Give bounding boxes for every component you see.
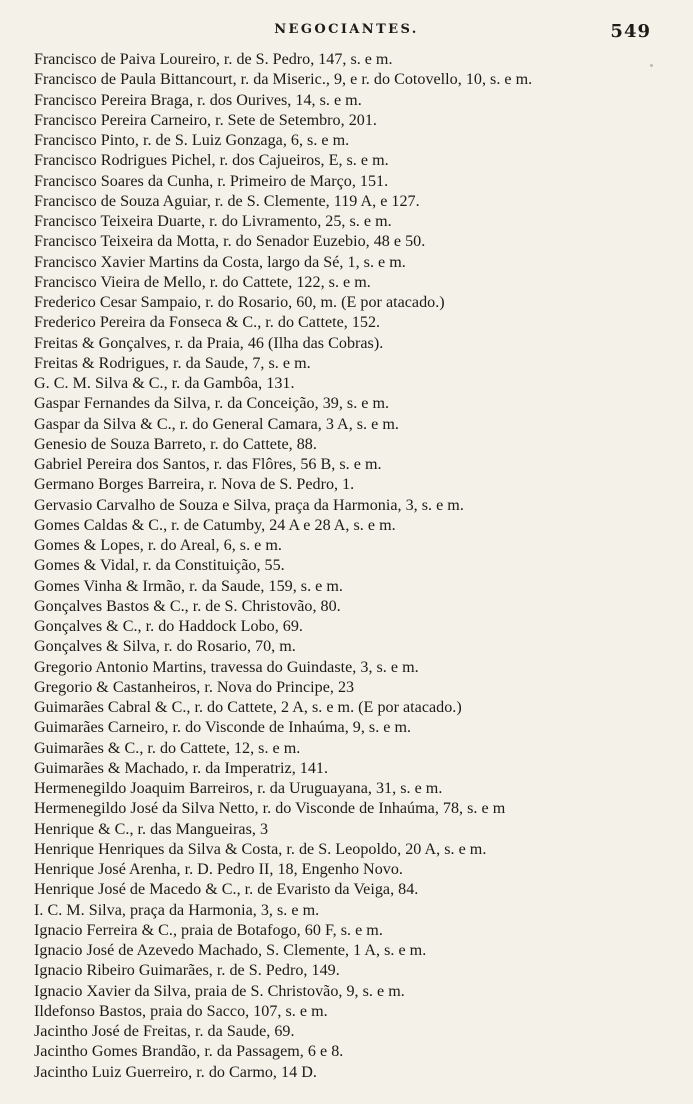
directory-entry: Gaspar Fernandes da Silva, r. da Conceição, 39, s. e m. [34,395,390,413]
directory-entry: Gomes & Lopes, r. do Areal, 6, s. e m. [34,537,282,554]
directory-entry: Francisco Pinto, r. de S. Luiz Gonzaga, 6, s. e m. [34,132,350,149]
directory-entry: Ignacio Xavier da Silva, praia de S. Christovão, 9, s. e m. [34,982,405,1000]
directory-entry: Freitas & Rodrigues, r. da Saude, 7, s. e m. [34,354,311,372]
directory-entry: Gonçalves & Silva, r. do Rosario, 70, m. [34,638,296,656]
directory-entry: Jacintho José de Freitas, r. da Saude, 69. [34,1023,295,1040]
directory-entry: Guimarães Cabral & C., r. do Cattete, 2 A, s. e m. (E por atacado.) [34,699,462,716]
directory-entry: Freitas & Gonçalves, r. da Praia, 46 (Ilha das Cobras). [34,334,384,352]
directory-entry: Frederico Pereira da Fonseca & C., r. do Cattete, 152. [34,314,381,332]
directory-entry: Gabriel Pereira dos Santos, r. das Flôres, 56 B, s. e m. [34,456,382,473]
scan-speck [650,64,653,67]
directory-entry: Hermenegildo José da Silva Netto, r. do Visconde de Inhaúma, 78, s. e m [34,800,506,818]
directory-entry: Francisco Teixeira Duarte, r. do Livramento, 25, s. e m. [34,213,392,230]
directory-entry: Gonçalves & C., r. do Haddock Lobo, 69. [34,618,303,635]
section-title: NEGOCIANTES. [274,22,419,37]
directory-entry: Gregorio Antonio Martins, travessa do Guindaste, 3, s. e m. [34,658,419,676]
directory-entry: Germano Borges Barreira, r. Nova de S. Pedro, 1. [34,476,355,494]
directory-entry: Guimarães & Machado, r. da Imperatriz, 141. [34,759,329,777]
directory-entry: Henrique Henriques da Silva & Costa, r. de S. Leopoldo, 20 A, s. e m. [34,840,487,858]
directory-entry: Ignacio José de Azevedo Machado, S. Clemente, 1 A, s. e m. [34,942,427,959]
directory-entry: Francisco Vieira de Mello, r. do Cattete, 122, s. e m. [34,273,371,291]
directory-entry: Guimarães Carneiro, r. do Visconde de Inhaúma, 9, s. e m. [34,719,412,737]
directory-entry: Francisco de Souza Aguiar, r. de S. Clemente, 119 A, e 127. [34,192,420,210]
directory-entry: Gonçalves Bastos & C., r. de S. Christovão, 80. [34,597,341,615]
page-header [34,18,659,46]
page-number: 549 [610,21,651,42]
directory-entry: Gomes Caldas & C., r. de Catumby, 24 A e 28 A, s. e m. [34,516,396,534]
directory-entry: Francisco de Paula Bittancourt, r. da Miseric., 9, e r. do Cotovello, 10, s. e m. [34,71,533,89]
directory-entry: Henrique José de Macedo & C., r. de Evaristo da Veiga, 84. [34,881,419,899]
directory-entry: Francisco Soares da Cunha, r. Primeiro de Março, 151. [34,172,389,190]
directory-entry: Henrique & C., r. das Mangueiras, 3 [34,820,269,838]
directory-entry: Ildefonso Bastos, praia do Sacco, 107, s. e m. [34,1002,328,1020]
directory-entry: Francisco Rodrigues Pichel, r. dos Cajueiros, E, s. e m. [34,152,389,170]
directory-entry: Guimarães & C., r. do Cattete, 12, s. e m. [34,739,301,757]
directory-entry: Francisco de Paiva Loureiro, r. de S. Pedro, 147, s. e m. [34,51,393,68]
directory-entry: G. C. M. Silva & C., r. da Gambôa, 131. [34,375,295,392]
directory-entry: Gomes & Vidal, r. da Constituição, 55. [34,557,285,575]
directory-entry: Hermenegildo Joaquim Barreiros, r. da Uruguayana, 31, s. e m. [34,780,443,797]
directory-entry: Jacintho Luiz Guerreiro, r. do Carmo, 14 D. [34,1063,317,1081]
directory-entry: Gregorio & Castanheiros, r. Nova do Principe, 23 [34,678,355,696]
directory-entry: Gaspar da Silva & C., r. do General Camara, 3 A, s. e m. [34,415,399,433]
directory-entry: Ignacio Ferreira & C., praia de Botafogo, 60 F, s. e m. [34,921,383,939]
directory-entry: Henrique José Arenha, r. D. Pedro II, 18, Engenho Novo. [34,861,403,878]
directory-entry: Genesio de Souza Barreto, r. do Cattete, 88. [34,435,317,453]
directory-entry: Francisco Xavier Martins da Costa, largo da Sé, 1, s. e m. [34,253,406,271]
directory-entry: Francisco Teixeira da Motta, r. do Senador Euzebio, 48 e 50. [34,233,426,251]
directory-entry: Francisco Pereira Carneiro, r. Sete de Setembro, 201. [34,111,377,129]
directory-entry: Ignacio Ribeiro Guimarães, r. de S. Pedro, 149. [34,962,340,980]
directory-entry: Jacintho Gomes Brandão, r. da Passagem, 6 e 8. [34,1043,344,1061]
directory-entry: Gervasio Carvalho de Souza e Silva, praça da Harmonia, 3, s. e m. [34,496,464,514]
merchant-list [34,50,659,1083]
directory-entry: Francisco Pereira Braga, r. dos Ourives, 14, s. e m. [34,91,362,109]
directory-entry: Frederico Cesar Sampaio, r. do Rosario, 60, m. (E por atacado.) [34,294,445,311]
directory-entry: Gomes Vinha & Irmão, r. da Saude, 159, s. e m. [34,577,343,595]
directory-entry: I. C. M. Silva, praça da Harmonia, 3, s. e m. [34,901,320,919]
